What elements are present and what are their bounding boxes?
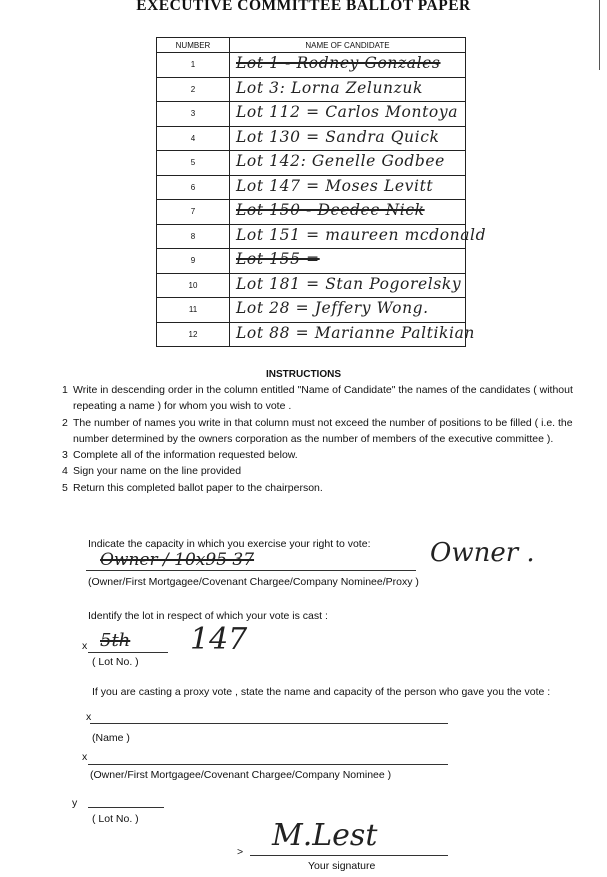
candidate-handwriting: Lot 142: Genelle Godbee bbox=[236, 152, 445, 170]
row-number: 3 bbox=[157, 102, 230, 127]
table-row bbox=[157, 249, 466, 274]
table-row bbox=[157, 298, 466, 323]
instruction-number: 3 bbox=[62, 449, 68, 462]
capacity-handwriting-struck: Owner / 10x95 37 bbox=[100, 550, 255, 570]
instruction-item bbox=[62, 480, 592, 496]
table-row bbox=[157, 224, 466, 249]
candidate-handwriting: Lot 147 = Moses Levitt bbox=[236, 176, 434, 195]
row-number: 9 bbox=[157, 249, 230, 274]
proxy-name-x: x bbox=[86, 711, 92, 723]
proxy-capacity-x: x bbox=[82, 751, 88, 763]
candidate-handwriting: Lot 150 - Deedee Nick bbox=[236, 201, 425, 219]
instruction-text: Return this completed ballot paper to the chairperson. bbox=[73, 481, 323, 494]
proxy-prompt: If you are casting a proxy vote , state the name and capacity of the person who gave you the vote : bbox=[92, 686, 551, 698]
proxy-capacity-line[interactable] bbox=[88, 764, 448, 765]
candidate-entry[interactable] bbox=[230, 224, 487, 249]
signature-line[interactable] bbox=[250, 855, 448, 856]
candidate-entry[interactable] bbox=[230, 151, 466, 176]
row-number: 7 bbox=[157, 200, 230, 225]
instruction-text: Sign your name on the line provided bbox=[73, 465, 242, 478]
instruction-number: 2 bbox=[62, 416, 68, 429]
capacity-options: (Owner/First Mortgagee/Covenant Chargee/Company Nominee/Proxy ) bbox=[88, 576, 419, 588]
candidate-entry[interactable] bbox=[230, 322, 476, 347]
table-row bbox=[157, 273, 466, 298]
candidate-column-header: NAME OF CANDIDATE bbox=[230, 38, 466, 53]
proxy-name-line[interactable] bbox=[90, 723, 448, 724]
proxy-name-label: (Name ) bbox=[92, 732, 130, 744]
instruction-number: 4 bbox=[62, 465, 68, 478]
candidate-entry[interactable] bbox=[230, 273, 466, 298]
capacity-handwriting[interactable]: Owner . bbox=[430, 538, 535, 568]
document-title: EXECUTIVE COMMITTEE BALLOT PAPER bbox=[136, 0, 471, 14]
table-row bbox=[157, 200, 466, 225]
instruction-text: The number of names you write in that column must not exceed the number of positions to be filled ( i.e. the number determined by the owners corporation as the number of members of the executive committee ). bbox=[73, 416, 573, 445]
candidate-entry[interactable] bbox=[230, 249, 466, 274]
table-row bbox=[157, 175, 466, 200]
row-number: 2 bbox=[157, 77, 230, 102]
proxy-lot-y: y bbox=[72, 797, 78, 809]
number-column-header: NUMBER bbox=[157, 38, 230, 53]
instructions-heading: INSTRUCTIONS bbox=[266, 369, 341, 380]
candidate-entry[interactable] bbox=[230, 77, 466, 102]
lot-x-mark: x bbox=[82, 640, 88, 652]
candidate-entry[interactable] bbox=[230, 126, 466, 151]
candidate-entry[interactable] bbox=[230, 175, 466, 200]
instruction-item bbox=[62, 415, 592, 448]
lot-label: ( Lot No. ) bbox=[92, 656, 139, 668]
instructions-list bbox=[62, 382, 592, 496]
signature-label: Your signature bbox=[308, 860, 376, 872]
candidate-entry[interactable] bbox=[230, 53, 466, 78]
candidate-table bbox=[156, 37, 487, 347]
row-number: 4 bbox=[157, 126, 230, 151]
row-number: 10 bbox=[157, 273, 230, 298]
candidate-entry[interactable] bbox=[230, 102, 466, 127]
row-number: 1 bbox=[157, 53, 230, 78]
candidate-handwriting: Lot 130 = Sandra Quick bbox=[236, 127, 440, 146]
instruction-number: 1 bbox=[62, 384, 68, 396]
row-number: 5 bbox=[157, 151, 230, 176]
instruction-text: Write in descending order in the column entitled "Name of Candidate" the names of the candidates ( without repeating a name ) for whom you wish to vote . bbox=[73, 384, 573, 413]
row-number: 12 bbox=[157, 322, 230, 347]
candidate-handwriting: Lot 181 = Stan Pogorelsky bbox=[236, 274, 462, 293]
candidate-handwriting: Lot 88 = Marianne Paltikian bbox=[236, 323, 476, 342]
lot-line bbox=[88, 652, 168, 653]
table-row bbox=[157, 151, 466, 176]
candidate-handwriting: Lot 112 = Carlos Montoya bbox=[236, 103, 459, 121]
candidate-entry[interactable] bbox=[230, 298, 466, 323]
capacity-prompt: Indicate the capacity in which you exercise your right to vote: bbox=[88, 538, 371, 550]
proxy-lot-label: ( Lot No. ) bbox=[92, 813, 139, 825]
candidate-handwriting: Lot 151 = maureen mcdonald bbox=[236, 225, 487, 244]
instruction-number: 5 bbox=[62, 481, 68, 494]
lot-handwriting[interactable]: 147 bbox=[190, 622, 248, 657]
instruction-item bbox=[62, 447, 592, 463]
proxy-capacity-label: (Owner/First Mortgagee/Covenant Chargee/Company Nominee ) bbox=[90, 769, 392, 781]
table-row bbox=[157, 53, 466, 78]
table-row bbox=[157, 77, 466, 102]
table-row bbox=[157, 322, 466, 347]
candidate-entry[interactable] bbox=[230, 200, 466, 225]
proxy-lot-line[interactable] bbox=[88, 807, 164, 808]
instruction-item bbox=[62, 463, 592, 479]
table-row bbox=[157, 126, 466, 151]
candidate-handwriting: Lot 155 = bbox=[236, 250, 320, 268]
instruction-text: Complete all of the information requested below. bbox=[73, 449, 298, 462]
capacity-line bbox=[86, 570, 416, 571]
candidate-handwriting: Lot 1 - Rodney Gonzales bbox=[236, 54, 441, 72]
row-number: 6 bbox=[157, 175, 230, 200]
candidate-handwriting: Lot 28 = Jeffery Wong. bbox=[236, 299, 429, 317]
lot-prompt: Identify the lot in respect of which your vote is cast : bbox=[88, 610, 328, 622]
lot-handwriting-struck: 5th bbox=[100, 630, 131, 651]
signature-handwriting[interactable]: M.Lest bbox=[272, 818, 378, 853]
table-row bbox=[157, 102, 466, 127]
row-number: 8 bbox=[157, 224, 230, 249]
candidate-handwriting: Lot 3: Lorna Zelunzuk bbox=[236, 78, 423, 97]
instruction-item bbox=[62, 382, 592, 415]
page-edge-line bbox=[599, 0, 600, 70]
row-number: 11 bbox=[157, 298, 230, 323]
signature-arrow: > bbox=[237, 846, 244, 858]
